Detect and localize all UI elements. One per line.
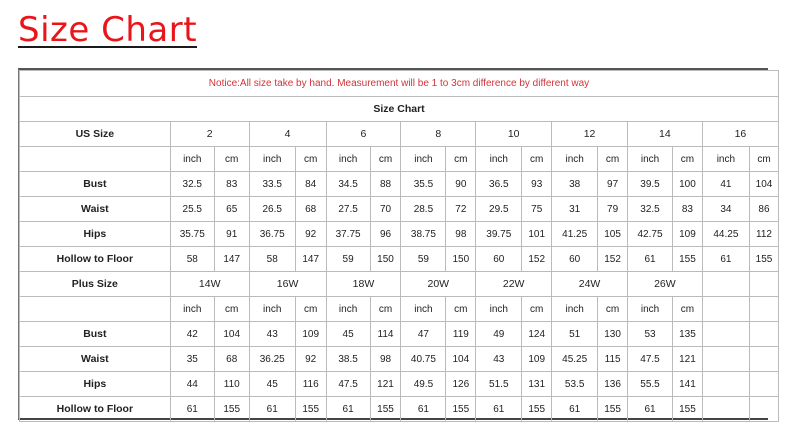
unit-header: inch	[326, 297, 370, 322]
table-row	[20, 247, 779, 272]
measurement-cell: 40.75	[401, 347, 446, 372]
size-header: 10	[476, 122, 552, 147]
empty-cell	[702, 297, 749, 322]
size-chart-heading: Size Chart	[18, 10, 198, 50]
empty-cell	[702, 272, 749, 297]
measurement-cell: 35.5	[401, 172, 446, 197]
measurement-cell: 58	[170, 247, 214, 272]
empty-cell	[749, 272, 778, 297]
unit-header: inch	[552, 147, 598, 172]
measurement-cell: 42	[170, 322, 214, 347]
measurement-cell: 68	[295, 197, 326, 222]
measurement-cell: 152	[522, 247, 552, 272]
measurement-cell: 43	[249, 322, 295, 347]
size-chart-frame	[18, 68, 773, 420]
measurement-cell: 35	[170, 347, 214, 372]
measurement-cell: 116	[295, 372, 326, 397]
measurement-label: Bust	[20, 172, 171, 197]
measurement-cell: 130	[598, 322, 628, 347]
measurement-cell: 38.75	[401, 222, 446, 247]
measurement-cell: 88	[370, 172, 401, 197]
measurement-cell: 32.5	[627, 197, 672, 222]
size-header: 14W	[170, 272, 249, 297]
unit-header: inch	[249, 147, 295, 172]
measurement-cell: 42.75	[627, 222, 672, 247]
unit-header: inch	[170, 297, 214, 322]
measurement-cell: 150	[370, 247, 401, 272]
size-header: 18W	[326, 272, 401, 297]
unit-header: inch	[401, 147, 446, 172]
measurement-cell: 43	[476, 347, 522, 372]
unit-header: cm	[522, 297, 552, 322]
table-row	[20, 322, 779, 347]
measurement-cell: 36.75	[249, 222, 295, 247]
measurement-cell: 155	[370, 397, 401, 422]
unit-header: inch	[476, 297, 522, 322]
measurement-cell: 105	[598, 222, 628, 247]
measurement-cell: 110	[214, 372, 249, 397]
measurement-cell: 124	[522, 322, 552, 347]
size-header: 4	[249, 122, 326, 147]
measurement-cell: 131	[522, 372, 552, 397]
measurement-cell: 141	[673, 372, 703, 397]
measurement-cell: 61	[552, 397, 598, 422]
unit-header: cm	[446, 297, 476, 322]
size-header: 16	[702, 122, 778, 147]
measurement-label: Waist	[20, 347, 171, 372]
unit-header: cm	[749, 147, 778, 172]
measurement-cell: 155	[214, 397, 249, 422]
measurement-cell: 36.25	[249, 347, 295, 372]
measurement-cell: 104	[749, 172, 778, 197]
empty-cell	[749, 297, 778, 322]
measurement-cell: 38	[552, 172, 598, 197]
measurement-cell: 38.5	[326, 347, 370, 372]
measurement-cell: 98	[446, 222, 476, 247]
measurement-cell: 114	[370, 322, 401, 347]
size-header: 8	[401, 122, 476, 147]
unit-header: inch	[627, 147, 672, 172]
table-row	[20, 222, 779, 247]
unit-header: cm	[598, 147, 628, 172]
empty-cell	[749, 347, 778, 372]
measurement-cell: 51	[552, 322, 598, 347]
unit-header: cm	[598, 297, 628, 322]
size-header: 14	[627, 122, 702, 147]
unit-header: cm	[214, 147, 249, 172]
measurement-cell: 152	[598, 247, 628, 272]
table-row	[20, 347, 779, 372]
empty-cell	[702, 372, 749, 397]
size-header: 12	[552, 122, 628, 147]
size-header: 22W	[476, 272, 552, 297]
measurement-cell: 58	[249, 247, 295, 272]
measurement-cell: 61	[476, 397, 522, 422]
measurement-cell: 109	[522, 347, 552, 372]
measurement-cell: 104	[214, 322, 249, 347]
measurement-cell: 53.5	[552, 372, 598, 397]
measurement-cell: 83	[214, 172, 249, 197]
empty-cell	[20, 147, 171, 172]
measurement-cell: 109	[673, 222, 703, 247]
unit-header: inch	[170, 147, 214, 172]
measurement-cell: 155	[446, 397, 476, 422]
measurement-cell: 41.25	[552, 222, 598, 247]
measurement-cell: 98	[370, 347, 401, 372]
measurement-cell: 155	[522, 397, 552, 422]
size-header: 2	[170, 122, 249, 147]
unit-header: inch	[249, 297, 295, 322]
unit-header: cm	[673, 297, 703, 322]
measurement-cell: 53	[627, 322, 672, 347]
measurement-label: Bust	[20, 322, 171, 347]
unit-header: cm	[370, 297, 401, 322]
measurement-cell: 34.5	[326, 172, 370, 197]
table-row	[20, 397, 779, 422]
measurement-cell: 91	[214, 222, 249, 247]
table-row	[20, 372, 779, 397]
measurement-cell: 34	[702, 197, 749, 222]
measurement-cell: 155	[598, 397, 628, 422]
measurement-label: Hips	[20, 372, 171, 397]
measurement-cell: 97	[598, 172, 628, 197]
measurement-label: Waist	[20, 197, 171, 222]
measurement-cell: 60	[476, 247, 522, 272]
measurement-cell: 155	[673, 247, 703, 272]
unit-header: cm	[295, 297, 326, 322]
measurement-cell: 47.5	[326, 372, 370, 397]
unit-header: cm	[370, 147, 401, 172]
measurement-cell: 33.5	[249, 172, 295, 197]
empty-cell	[749, 322, 778, 347]
measurement-cell: 61	[326, 397, 370, 422]
unit-header: inch	[627, 297, 672, 322]
measurement-cell: 39.5	[627, 172, 672, 197]
measurement-cell: 75	[522, 197, 552, 222]
measurement-cell: 59	[401, 247, 446, 272]
measurement-cell: 61	[170, 397, 214, 422]
unit-header: inch	[702, 147, 749, 172]
us-size-header-row	[20, 122, 779, 147]
empty-cell	[702, 397, 749, 422]
measurement-cell: 60	[552, 247, 598, 272]
measurement-cell: 155	[295, 397, 326, 422]
table-title-row	[20, 97, 779, 122]
measurement-cell: 84	[295, 172, 326, 197]
unit-header: inch	[552, 297, 598, 322]
notice-text: Notice:All size take by hand. Measurement will be 1 to 3cm difference by different way	[20, 71, 779, 97]
measurement-cell: 55.5	[627, 372, 672, 397]
empty-cell	[749, 397, 778, 422]
size-header: 24W	[552, 272, 628, 297]
measurement-cell: 115	[598, 347, 628, 372]
measurement-cell: 155	[673, 397, 703, 422]
measurement-cell: 49	[476, 322, 522, 347]
measurement-cell: 44.25	[702, 222, 749, 247]
empty-cell	[702, 347, 749, 372]
measurement-cell: 26.5	[249, 197, 295, 222]
measurement-cell: 61	[702, 247, 749, 272]
measurement-cell: 155	[749, 247, 778, 272]
measurement-cell: 44	[170, 372, 214, 397]
measurement-cell: 29.5	[476, 197, 522, 222]
measurement-cell: 101	[522, 222, 552, 247]
measurement-cell: 147	[295, 247, 326, 272]
measurement-cell: 109	[295, 322, 326, 347]
size-header: 20W	[401, 272, 476, 297]
measurement-cell: 135	[673, 322, 703, 347]
unit-header: inch	[401, 297, 446, 322]
measurement-cell: 121	[370, 372, 401, 397]
measurement-cell: 93	[522, 172, 552, 197]
measurement-cell: 61	[627, 397, 672, 422]
measurement-cell: 68	[214, 347, 249, 372]
size-header: 6	[326, 122, 401, 147]
notice-row	[20, 71, 779, 97]
unit-header: cm	[295, 147, 326, 172]
plus-unit-row	[20, 297, 779, 322]
measurement-label: Hips	[20, 222, 171, 247]
table-title: Size Chart	[20, 97, 779, 122]
measurement-cell: 96	[370, 222, 401, 247]
measurement-cell: 35.75	[170, 222, 214, 247]
measurement-label: Hollow to Floor	[20, 397, 171, 422]
measurement-cell: 45.25	[552, 347, 598, 372]
measurement-cell: 136	[598, 372, 628, 397]
measurement-cell: 37.75	[326, 222, 370, 247]
measurement-cell: 121	[673, 347, 703, 372]
size-header: 26W	[627, 272, 702, 297]
measurement-cell: 100	[673, 172, 703, 197]
plus-size-header-row	[20, 272, 779, 297]
empty-cell	[20, 297, 171, 322]
measurement-cell: 59	[326, 247, 370, 272]
unit-header: inch	[476, 147, 522, 172]
empty-cell	[749, 372, 778, 397]
measurement-cell: 47	[401, 322, 446, 347]
measurement-cell: 28.5	[401, 197, 446, 222]
measurement-cell: 86	[749, 197, 778, 222]
measurement-cell: 92	[295, 347, 326, 372]
measurement-cell: 31	[552, 197, 598, 222]
measurement-label: Hollow to Floor	[20, 247, 171, 272]
measurement-cell: 150	[446, 247, 476, 272]
measurement-cell: 32.5	[170, 172, 214, 197]
measurement-cell: 61	[401, 397, 446, 422]
unit-header: cm	[522, 147, 552, 172]
measurement-cell: 49.5	[401, 372, 446, 397]
measurement-cell: 147	[214, 247, 249, 272]
measurement-cell: 61	[249, 397, 295, 422]
size-chart-table	[19, 70, 779, 422]
measurement-cell: 104	[446, 347, 476, 372]
table-row	[20, 197, 779, 222]
unit-header: cm	[214, 297, 249, 322]
unit-header: inch	[326, 147, 370, 172]
unit-header: cm	[673, 147, 703, 172]
us-size-label: US Size	[20, 122, 171, 147]
measurement-cell: 61	[627, 247, 672, 272]
measurement-cell: 47.5	[627, 347, 672, 372]
empty-cell	[702, 322, 749, 347]
measurement-cell: 83	[673, 197, 703, 222]
measurement-cell: 126	[446, 372, 476, 397]
measurement-cell: 70	[370, 197, 401, 222]
plus-size-label: Plus Size	[20, 272, 171, 297]
measurement-cell: 51.5	[476, 372, 522, 397]
measurement-cell: 45	[326, 322, 370, 347]
us-unit-row	[20, 147, 779, 172]
table-row	[20, 172, 779, 197]
measurement-cell: 72	[446, 197, 476, 222]
measurement-cell: 25.5	[170, 197, 214, 222]
measurement-cell: 36.5	[476, 172, 522, 197]
size-header: 16W	[249, 272, 326, 297]
measurement-cell: 92	[295, 222, 326, 247]
measurement-cell: 39.75	[476, 222, 522, 247]
measurement-cell: 27.5	[326, 197, 370, 222]
measurement-cell: 90	[446, 172, 476, 197]
measurement-cell: 41	[702, 172, 749, 197]
measurement-cell: 65	[214, 197, 249, 222]
unit-header: cm	[446, 147, 476, 172]
measurement-cell: 119	[446, 322, 476, 347]
measurement-cell: 45	[249, 372, 295, 397]
measurement-cell: 79	[598, 197, 628, 222]
measurement-cell: 112	[749, 222, 778, 247]
